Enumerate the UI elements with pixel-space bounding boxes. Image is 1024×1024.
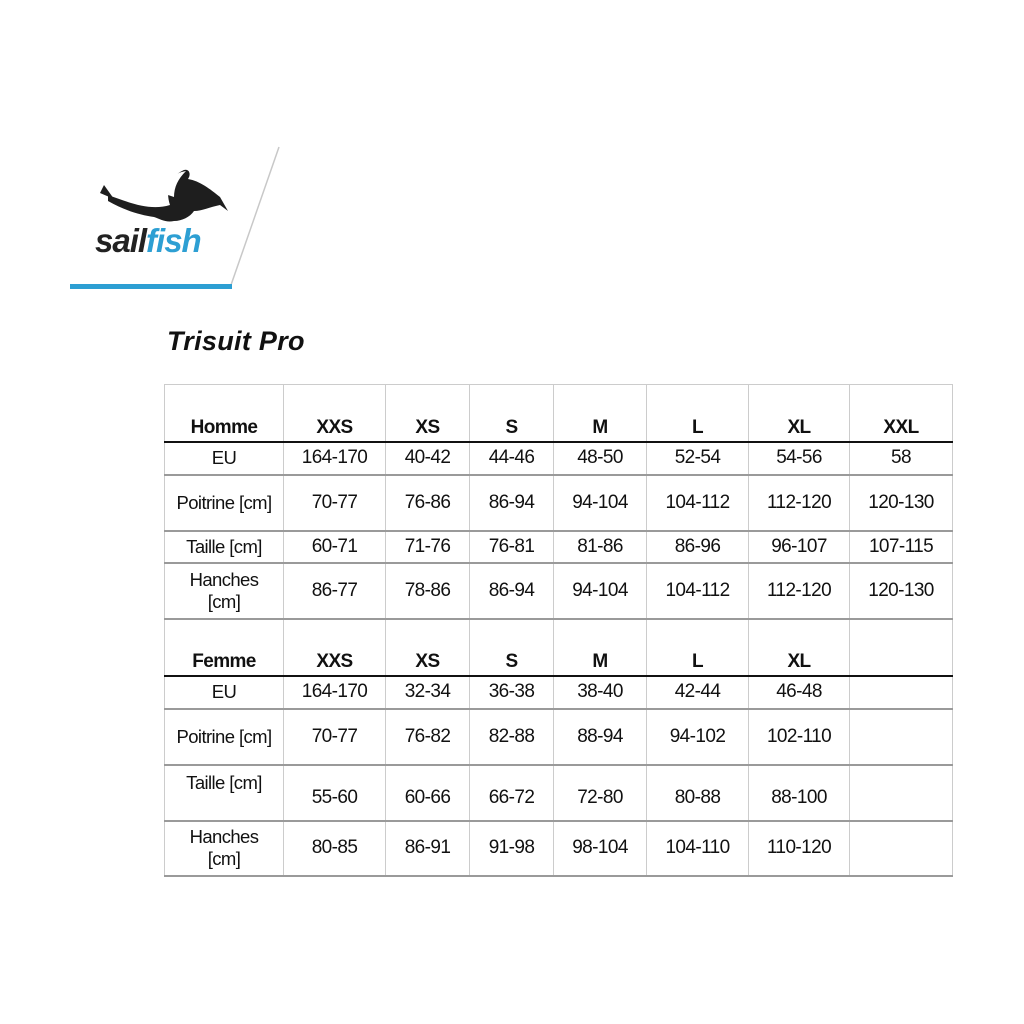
table-row xyxy=(165,709,953,765)
table-row xyxy=(165,563,953,619)
size-value-cell: 38-40 xyxy=(554,676,647,709)
table-row xyxy=(165,676,953,709)
size-value-cell: 58 xyxy=(850,442,953,475)
size-value-cell: 120-130 xyxy=(850,563,953,619)
size-value-cell: 86-77 xyxy=(284,563,386,619)
row-label-text: EU xyxy=(211,681,237,702)
size-header: XS xyxy=(386,619,470,676)
size-value-cell: 40-42 xyxy=(386,442,470,475)
section-label: Femme xyxy=(165,619,284,676)
row-label-text: Hanches [cm] xyxy=(189,826,259,869)
size-value-cell: 98-104 xyxy=(554,821,647,876)
size-value-cell: 60-66 xyxy=(386,765,470,821)
size-value-cell: 76-86 xyxy=(386,475,470,531)
homme-header-row xyxy=(165,385,953,442)
size-value-cell: 42-44 xyxy=(647,676,749,709)
size-value-cell: 78-86 xyxy=(386,563,470,619)
size-value-cell: 94-104 xyxy=(554,475,647,531)
femme-header-row xyxy=(165,619,953,676)
size-value-cell: 55-60 xyxy=(284,765,386,821)
size-value-cell: 76-81 xyxy=(470,531,554,563)
table-row xyxy=(165,442,953,475)
table-row xyxy=(165,475,953,531)
row-label-text: Taille [cm] xyxy=(186,535,262,557)
row-label-text: Poitrine [cm] xyxy=(176,725,272,747)
sailfish-logo-graphic xyxy=(70,145,282,291)
size-value-cell: 72-80 xyxy=(554,765,647,821)
size-value-cell: 76-82 xyxy=(386,709,470,765)
size-value-cell: 32-34 xyxy=(386,676,470,709)
size-value-cell xyxy=(850,765,953,821)
size-value-cell: 86-91 xyxy=(386,821,470,876)
size-value-cell: 86-94 xyxy=(470,475,554,531)
size-value-cell: 80-88 xyxy=(647,765,749,821)
size-header: XL xyxy=(749,385,850,442)
row-label xyxy=(165,709,284,765)
size-value-cell: 91-98 xyxy=(470,821,554,876)
size-value-cell: 112-120 xyxy=(749,475,850,531)
size-value-cell: 112-120 xyxy=(749,563,850,619)
size-value-cell: 104-110 xyxy=(647,821,749,876)
size-value-cell: 70-77 xyxy=(284,709,386,765)
size-value-cell: 70-77 xyxy=(284,475,386,531)
table-row xyxy=(165,531,953,563)
size-header: L xyxy=(647,619,749,676)
size-value-cell: 48-50 xyxy=(554,442,647,475)
size-header: M xyxy=(554,385,647,442)
row-label xyxy=(165,563,284,619)
size-value-cell: 164-170 xyxy=(284,442,386,475)
size-value-cell xyxy=(850,821,953,876)
size-value-cell: 66-72 xyxy=(470,765,554,821)
size-value-cell: 54-56 xyxy=(749,442,850,475)
size-value-cell xyxy=(850,709,953,765)
size-value-cell: 52-54 xyxy=(647,442,749,475)
row-label xyxy=(165,475,284,531)
section-label: Homme xyxy=(165,385,284,442)
size-header: S xyxy=(470,385,554,442)
size-value-cell: 107-115 xyxy=(850,531,953,563)
table-row xyxy=(165,765,953,821)
row-label xyxy=(165,442,284,475)
size-header: XXL xyxy=(850,385,953,442)
size-value-cell: 81-86 xyxy=(554,531,647,563)
table-row xyxy=(165,821,953,876)
size-value-cell: 96-107 xyxy=(749,531,850,563)
row-label-text: Poitrine [cm] xyxy=(176,491,272,513)
logo-text-fish: fish xyxy=(146,222,201,259)
size-value-cell: 102-110 xyxy=(749,709,850,765)
size-value-cell: 86-94 xyxy=(470,563,554,619)
row-label-text: Taille [cm] xyxy=(186,771,262,793)
size-header: XS xyxy=(386,385,470,442)
size-value-cell: 94-102 xyxy=(647,709,749,765)
size-value-cell: 60-71 xyxy=(284,531,386,563)
row-label-text: EU xyxy=(211,447,237,468)
row-label-text: Hanches [cm] xyxy=(189,568,259,612)
page-title: Trisuit Pro xyxy=(167,326,305,356)
size-value-cell: 94-104 xyxy=(554,563,647,619)
size-value-cell: 88-100 xyxy=(749,765,850,821)
size-header: L xyxy=(647,385,749,442)
size-header xyxy=(850,619,953,676)
size-value-cell: 71-76 xyxy=(386,531,470,563)
size-value-cell xyxy=(850,676,953,709)
size-value-cell: 88-94 xyxy=(554,709,647,765)
size-value-cell: 82-88 xyxy=(470,709,554,765)
size-value-cell: 80-85 xyxy=(284,821,386,876)
size-value-cell: 164-170 xyxy=(284,676,386,709)
size-value-cell: 86-96 xyxy=(647,531,749,563)
row-label xyxy=(165,821,284,876)
size-header: M xyxy=(554,619,647,676)
size-header: XL xyxy=(749,619,850,676)
size-value-cell: 36-38 xyxy=(470,676,554,709)
size-header: XXS xyxy=(284,619,386,676)
row-label xyxy=(165,765,284,821)
size-value-cell: 46-48 xyxy=(749,676,850,709)
size-value-cell: 104-112 xyxy=(647,563,749,619)
row-label xyxy=(165,676,284,709)
size-value-cell: 120-130 xyxy=(850,475,953,531)
logo-text-sail: sail xyxy=(95,222,147,259)
size-chart-table xyxy=(164,384,953,877)
size-value-cell: 110-120 xyxy=(749,821,850,876)
size-header: S xyxy=(470,619,554,676)
size-value-cell: 44-46 xyxy=(470,442,554,475)
size-value-cell: 104-112 xyxy=(647,475,749,531)
size-header: XXS xyxy=(284,385,386,442)
row-label xyxy=(165,531,284,563)
